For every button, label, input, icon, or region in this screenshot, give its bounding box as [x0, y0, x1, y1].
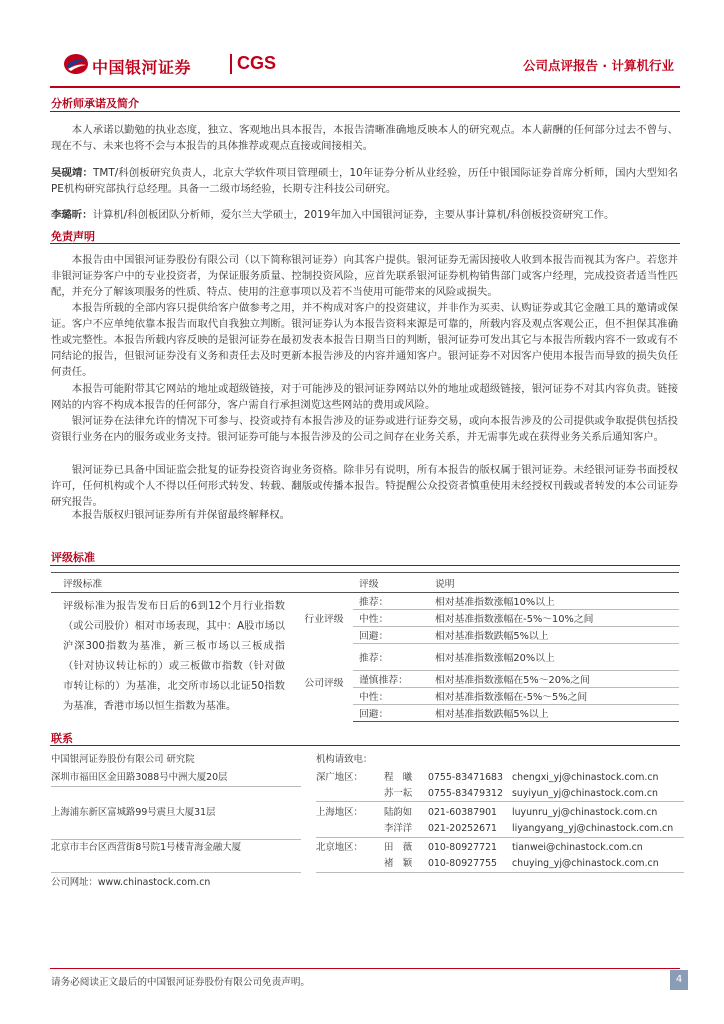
contact-address: 上海浦东新区富城路99号震旦大厦31层	[51, 807, 216, 818]
analyst-bio-text: 计算机/科创板团队分析师，爱尔兰大学硕士，2019年加入中国银河证券，主要从事计算机/科创板投资研究工作。	[92, 209, 615, 221]
person-email[interactable]: tianwei@chinastock.com.cn	[512, 842, 643, 853]
person-name: 苏一耘	[384, 788, 413, 799]
contact-person	[384, 821, 684, 836]
person-name: 田 薇	[384, 842, 413, 853]
rating-category: 行业评级	[304, 614, 344, 626]
analyst-name: 吴砚靖：	[51, 167, 94, 179]
person-phone: 010-80927721	[428, 842, 497, 853]
divider	[316, 801, 684, 802]
divider	[316, 837, 684, 838]
header-rule	[50, 86, 680, 88]
region-label: 深广地区：	[316, 772, 363, 783]
report-type: 公司点评报告 · 计算机行业	[523, 58, 674, 73]
disclaimer-para: 银河证券已具备中国证监会批复的证券投资咨询业务资格。除非另有说明，所有本报告的版权属于银河证券。未经银河证券书面授权许可，任何机构或个人不得以任何形式转发、转载、翻版或传播本报告。特提醒公众投资者慎重使用未经授权刊载或者转发的本公司证券研究报告。	[51, 464, 678, 508]
rating-level: 推荐：	[353, 593, 429, 610]
person-name: 程 曦	[384, 772, 413, 783]
contact-person	[384, 770, 684, 785]
analyst-commitment: 本人承诺以勤勉的执业态度，独立、客观地出具本报告，本报告清晰准确地反映本人的研究观点。本人薪酬的任何部分过去不曾与、现在不与、未来也将不会与本报告的具体推荐或观点直接或间接相关。	[51, 124, 678, 152]
page-header	[50, 46, 680, 88]
analyst-name: 李璐昕：	[51, 209, 93, 221]
person-email[interactable]: luyunru_yj@chinastock.com.cn	[512, 807, 658, 818]
disclaimer-para: 本报告版权归银河证券所有并保留最终解释权。	[71, 509, 290, 521]
person-phone: 010-80927755	[428, 858, 497, 869]
footer-rule	[50, 968, 680, 969]
rating-section-title: 评级标准	[51, 551, 95, 564]
person-email[interactable]: chengxi_yj@chinastock.com.cn	[512, 772, 659, 783]
analyst-bio-li	[51, 207, 678, 223]
logo-divider	[230, 54, 232, 74]
disclaimer-para: 本报告由中国银河证券股份有限公司（以下简称银河证券）向其客户提供。银河证券无需因接收人收到本报告而视其为客户。若您并非银河证券客户中的专业投资者，为保证服务质量、控制投资风险，应首先联系银河证券机构销售部门或客户经理，完成投资者适当性匹配，并充分了解该项服务的性质、特点、使用的注意事项以及若不当使用可能带来的风险或损失。	[51, 254, 678, 298]
disclaimer-para: 本报告所载的全部内容只提供给客户做参考之用，并不构成对客户的投资建议，并非作为买卖、认购证券或其它金融工具的邀请或保证。客户不应单纯依靠本报告而取代自我独立判断。银河证券认为本报告资料来源是可靠的，所载内容及观点客观公正，但不担保其准确性或完整性。本报告所载内容反映的是银河证券在最初发表本报告日期当日的判断，银河证券可发出其它与本报告所载内容不一致或有不同结论的报告，但银河证券没有义务和责任去及时更新本报告涉及的内容并通知客户。银河证券不对因客户使用本报告而导致的损失负任何责任。	[51, 302, 678, 378]
table-row	[51, 593, 679, 610]
divider	[316, 872, 684, 873]
rating-level: 回避：	[353, 704, 429, 721]
sales-title: 机构请致电：	[316, 754, 373, 765]
person-name: 陆韵如	[384, 807, 413, 818]
person-email[interactable]: liyangyang_yj@chinastock.com.cn	[512, 823, 674, 834]
contact-address: 深圳市福田区金田路3088号中洲大厦20层	[51, 772, 228, 783]
person-phone: 0755-83479312	[428, 788, 503, 799]
cgs-logo-icon	[62, 52, 90, 76]
rating-level: 谨慎推荐：	[353, 670, 429, 687]
divider	[51, 872, 301, 873]
contact-person	[384, 840, 684, 855]
rating-header: 评级	[295, 573, 429, 593]
contact-person	[384, 805, 684, 820]
rating-explain: 相对基准指数涨幅在-5%～5%之间	[429, 687, 679, 704]
page-number: 4	[670, 970, 688, 990]
person-email[interactable]: suyiyun_yj@chinastock.com.cn	[512, 788, 658, 799]
rating-explain: 相对基准指数涨幅在-5%～10%之间	[429, 610, 679, 627]
analyst-bio-wu	[51, 165, 678, 197]
disclaimer-para: 银河证券在法律允许的情况下可参与、投资或持有本报告涉及的证券或进行证券交易，或向本报告涉及的公司提供或争取提供包括投资银行业务在内的服务或业务支持。银河证券可能与本报告涉及的公司之间存在业务关系，并无需事先或在获得业务关系后通知客户。	[51, 415, 678, 443]
analyst-bio-text: TMT/科创板研究负责人，北京大学软件项目管理硕士，10年证券分析从业经验，历任中银国际证券首席分析师，国内大型知名PE机构研究部执行总经理。具备一二级市场经验，长期专注科技公司研究。	[51, 167, 678, 195]
rating-description: 评级标准为报告发布日后的6到12个月行业指数（或公司股价）相对市场表现，其中：A股市场以沪深300指数为基准，新三板市场以三板成指（针对协议转让标的）或三板做市指数（针对做市转让标的）为基准，北交所市场以北证50指数为基准，香港市场以恒生指数为基准。	[63, 601, 285, 712]
rating-level: 中性：	[353, 610, 429, 627]
section-rule	[50, 745, 680, 746]
person-name: 李洋洋	[384, 823, 413, 834]
disclaimer-section-title: 免责声明	[51, 230, 95, 243]
rating-explain: 相对基准指数跌幅5%以上	[429, 627, 679, 644]
rating-level: 回避：	[353, 627, 429, 644]
divider	[51, 786, 301, 787]
person-email[interactable]: chuying_yj@chinastock.com.cn	[512, 858, 659, 869]
rating-category: 公司评级	[304, 678, 344, 690]
section-rule	[50, 111, 680, 112]
rating-explain: 相对基准指数涨幅在5%～20%之间	[429, 670, 679, 687]
footer-disclaimer: 请务必阅读正文最后的中国银河证券股份有限公司免责声明。	[51, 977, 311, 988]
logo-text: 中国银河证券	[92, 58, 192, 77]
person-phone: 0755-83471683	[428, 772, 503, 783]
rating-level: 中性：	[353, 687, 429, 704]
section-rule	[50, 243, 680, 244]
region-label: 上海地区：	[316, 807, 363, 818]
company-website: 公司网址：www.chinastock.com.cn	[51, 877, 211, 888]
rating-header: 说明	[429, 573, 679, 593]
contact-person	[384, 786, 684, 801]
analyst-section-title: 分析师承诺及简介	[51, 97, 139, 110]
region-label: 北京地区：	[316, 842, 363, 853]
rating-header: 评级标准	[51, 573, 295, 593]
logo-abbrev: CGS	[237, 53, 277, 73]
disclaimer-para: 本报告可能附带其它网站的地址或超级链接，对于可能涉及的银河证券网站以外的地址或超级链接，银河证券不对其内容负责。链接网站的内容不构成本报告的任何部分，客户需自行承担浏览这些网站的费用或风险。	[51, 383, 678, 411]
rating-explain: 相对基准指数跌幅5%以上	[429, 704, 679, 721]
contact-section-title: 联系	[51, 732, 73, 745]
section-rule	[50, 565, 680, 566]
contact-address: 北京市丰台区西营街8号院1号楼青海金融大厦	[51, 842, 242, 853]
contact-company: 中国银河证券股份有限公司 研究院	[51, 754, 195, 765]
contact-person	[384, 856, 684, 871]
rating-explain: 相对基准指数涨幅10%以上	[429, 593, 679, 610]
person-phone: 021-20252671	[428, 823, 497, 834]
person-name: 褚 颖	[384, 858, 413, 869]
rating-table	[51, 572, 679, 722]
rating-explain: 相对基准指数涨幅20%以上	[429, 644, 679, 671]
rating-level: 推荐：	[353, 644, 429, 671]
person-phone: 021-60387901	[428, 807, 497, 818]
